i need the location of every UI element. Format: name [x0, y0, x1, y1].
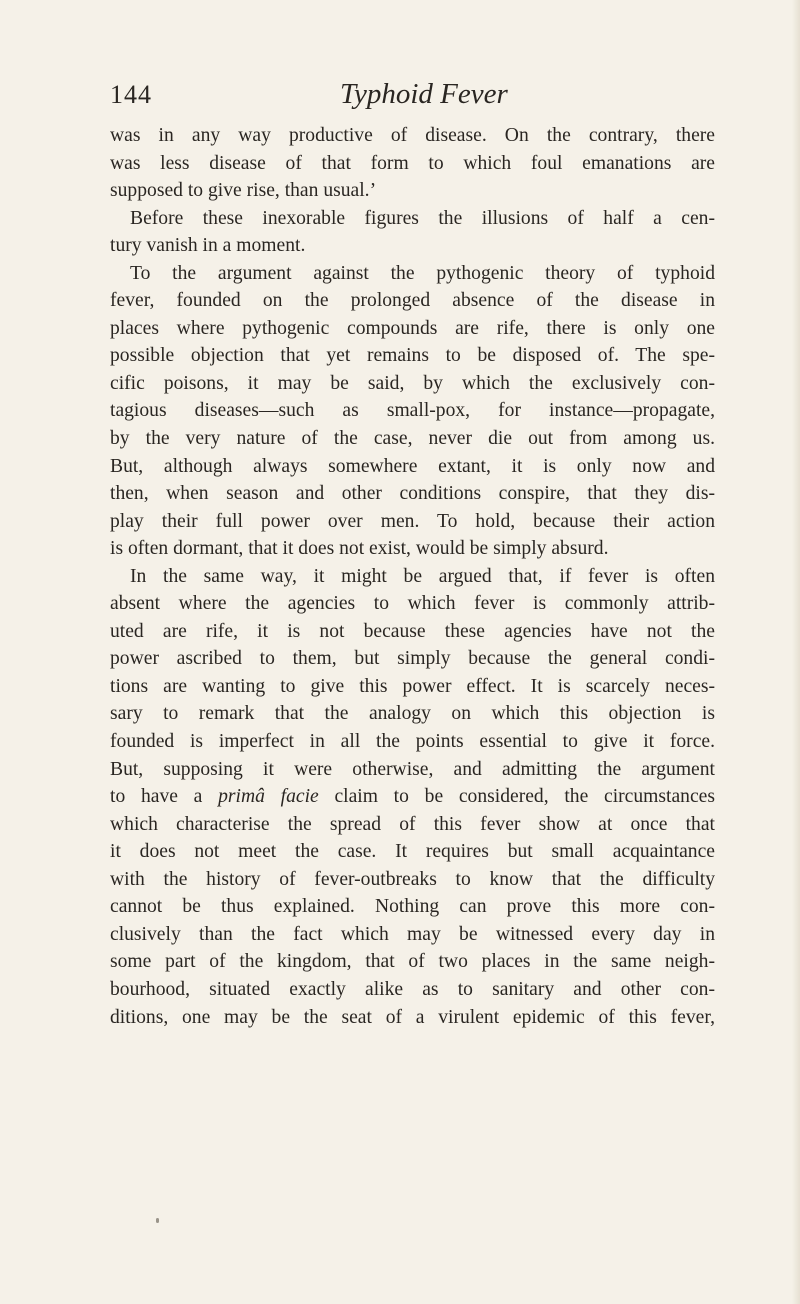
text-line: possible objection that yet remains to be disposed of. The spe- — [110, 345, 715, 367]
body-text — [110, 122, 715, 1031]
text-line — [110, 783, 715, 811]
text-line: it does not meet the case. It requires but small acquaintance — [110, 841, 715, 863]
text-line: uted are rife, it is not because these agencies have not the — [110, 620, 715, 642]
text-line: ditions, one may be the seat of a virulent epidemic of this fever, — [110, 1006, 715, 1028]
text-line: tury vanish in a moment. — [110, 235, 306, 257]
text-run: claim to be considered, the circumstances — [318, 786, 715, 808]
text-line: was less disease of that form to which foul emanations are — [110, 152, 715, 174]
text-line: tagious diseases—such as small-pox, for instance—propagate, — [110, 400, 715, 422]
text-line: was in any way productive of disease. On the contrary, there — [110, 125, 715, 146]
text-line: cific poisons, it may be said, by which the exclusively con- — [110, 372, 715, 394]
text-line: founded is imperfect in all the points essential to give it force. — [110, 731, 715, 753]
italic-phrase: primâ facie — [218, 786, 319, 808]
text-line: power ascribed to them, but simply because the general condi- — [110, 648, 715, 670]
text-line: absent where the agencies to which fever is commonly attrib- — [110, 593, 715, 615]
text-line: sary to remark that the analogy on which this objection is — [110, 703, 715, 725]
text-line: then, when season and other conditions conspire, that they dis- — [110, 483, 715, 505]
text-line: To the argument against the pythogenic theory of typhoid — [130, 262, 715, 284]
text-line: play their full power over men. To hold, because their action — [110, 510, 715, 532]
text-line: with the history of fever-outbreaks to know that the difficulty — [110, 868, 715, 890]
text-line: some part of the kingdom, that of two places in the same neigh- — [110, 951, 715, 973]
text-line: by the very nature of the case, never die out from among us. — [110, 428, 715, 450]
text-line: is often dormant, that it does not exist, would be simply absurd. — [110, 538, 609, 560]
text-line: which characterise the spread of this fever show at once that — [110, 813, 715, 835]
running-title: Typhoid Fever — [340, 78, 508, 110]
text-line: But, although always somewhere extant, it is only now and — [110, 455, 715, 477]
text-line: supposed to give rise, than usual.’ — [110, 180, 377, 202]
text-line: bourhood, situated exactly alike as to sanitary and other con- — [110, 978, 715, 1000]
running-head — [110, 78, 710, 118]
text-line: Before these inexorable figures the illusions of half a cen- — [130, 207, 715, 229]
text-line: But, supposing it were otherwise, and admitting the argument — [110, 758, 715, 780]
page-edge-shadow — [792, 0, 800, 1304]
text-line: In the same way, it might be argued that, if fever is often — [130, 565, 715, 587]
text-line: places where pythogenic compounds are rife, there is only one — [110, 317, 715, 339]
text-line: tions are wanting to give this power effect. It is scarcely neces- — [110, 675, 715, 697]
text-line: clusively than the fact which may be witnessed every day in — [110, 923, 715, 945]
text-line: cannot be thus explained. Nothing can prove this more con- — [110, 896, 715, 918]
text-run: to have a — [110, 786, 219, 808]
paper-speck — [156, 1218, 159, 1223]
text-line: fever, founded on the prolonged absence of the disease in — [110, 290, 715, 312]
page-number: 144 — [110, 80, 152, 109]
